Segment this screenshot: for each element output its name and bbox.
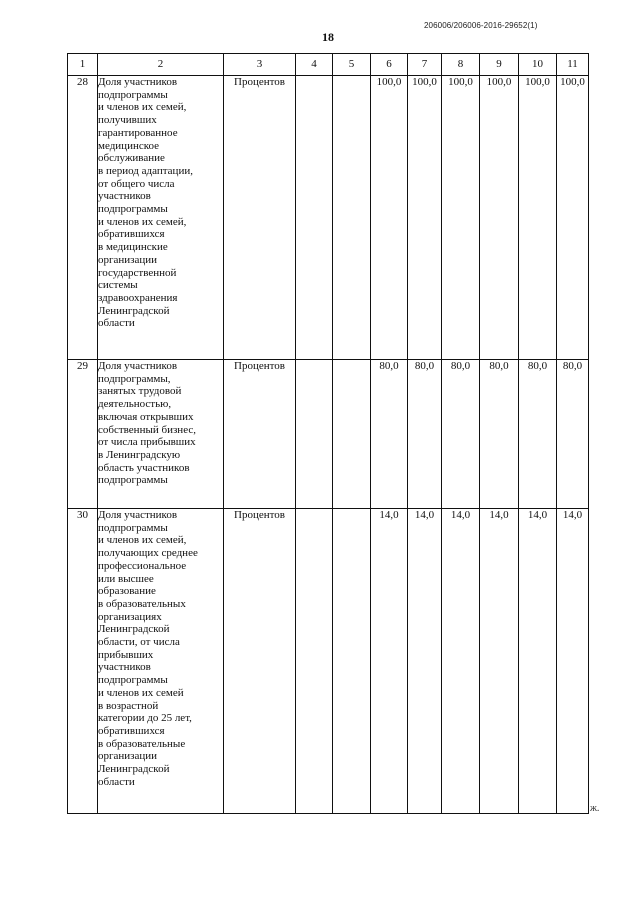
header-col-11: 11: [557, 54, 589, 76]
indicator-name-line: организациях: [98, 610, 162, 623]
indicator-name-line: подпрограммы,: [98, 372, 171, 385]
indicator-name-line: медицинское: [98, 139, 160, 152]
value-cell-col-5: [333, 360, 371, 509]
indicator-name-line: подпрограммы: [98, 521, 168, 534]
indicator-name-line: или высшее: [98, 572, 154, 585]
indicator-name-line: участников: [98, 190, 151, 203]
indicator-name-line: в период адаптации,: [98, 164, 193, 177]
document-id: 206006/206006-2016-29652(1): [424, 21, 538, 30]
indicator-name-line: получивших: [98, 114, 157, 127]
indicator-name-line: и членов их семей: [98, 686, 184, 699]
indicator-name: [98, 360, 224, 509]
value-cell-col-5: [333, 76, 371, 360]
indicator-name-line: образование: [98, 585, 156, 598]
indicator-name-line: в возрастной: [98, 699, 159, 712]
indicator-name-line: включая открывших: [98, 410, 194, 423]
header-col-2: 2: [98, 54, 224, 76]
indicator-name-line: области, от числа: [98, 636, 180, 649]
indicator-name-line: подпрограммы: [98, 203, 168, 216]
value-cell-col-10: 14,0: [519, 509, 557, 814]
header-col-6: 6: [371, 54, 408, 76]
indicator-name-line: в Ленинградскую: [98, 448, 181, 461]
value-cell-col-7: 14,0: [408, 509, 442, 814]
indicator-name-line: Ленинградской: [98, 623, 170, 636]
header-col-9: 9: [480, 54, 519, 76]
indicator-name-line: деятельностью,: [98, 398, 172, 411]
table-row: [68, 76, 589, 360]
row-number: 28: [68, 76, 98, 360]
header-col-1: 1: [68, 54, 98, 76]
header-col-7: 7: [408, 54, 442, 76]
value-cell-col-4: [296, 360, 333, 509]
header-col-8: 8: [442, 54, 480, 76]
value-cell-col-4: [296, 509, 333, 814]
indicator-name-line: участников: [98, 661, 151, 674]
header-col-3: 3: [224, 54, 296, 76]
table-row: [68, 360, 589, 509]
unit-of-measure: Процентов: [224, 360, 296, 509]
value-cell-col-6: 80,0: [371, 360, 408, 509]
indicator-name-line: организации: [98, 253, 158, 266]
indicator-name-line: здравоохранения: [98, 291, 178, 304]
row-number: 29: [68, 360, 98, 509]
indicator-name-line: собственный бизнес,: [98, 423, 196, 436]
value-cell-col-11: 100,0: [557, 76, 589, 360]
value-cell-col-5: [333, 509, 371, 814]
indicator-name-line: область участников: [98, 461, 190, 474]
table-row: [68, 509, 589, 814]
page-number: 18: [322, 30, 334, 44]
indicators-table: [67, 53, 589, 814]
value-cell-col-10: 80,0: [519, 360, 557, 509]
indicator-name-line: гарантированное: [98, 126, 178, 139]
value-cell-col-4: [296, 76, 333, 360]
indicator-name-line: в образовательные: [98, 737, 186, 750]
indicator-name-line: подпрограммы: [98, 88, 168, 101]
indicator-name-line: организации: [98, 750, 158, 763]
value-cell-col-9: 100,0: [480, 76, 519, 360]
value-cell-col-11: 14,0: [557, 509, 589, 814]
indicator-name-line: категории до 25 лет,: [98, 712, 192, 725]
indicator-name-line: обслуживание: [98, 152, 165, 165]
indicator-name-line: профессиональное: [98, 559, 187, 572]
value-cell-col-6: 100,0: [371, 76, 408, 360]
header-row: [68, 54, 589, 76]
indicator-name-line: в медицинские: [98, 241, 168, 254]
indicator-name-line: системы: [98, 279, 138, 292]
indicator-name-line: области: [98, 775, 135, 788]
indicator-name-line: занятых трудовой: [98, 385, 182, 398]
indicator-name-line: подпрограммы: [98, 474, 168, 487]
indicator-name-line: прибывших: [98, 648, 154, 661]
value-cell-col-8: 100,0: [442, 76, 480, 360]
indicator-name-line: и членов их семей,: [98, 101, 187, 114]
indicator-name-line: обратившихся: [98, 228, 165, 241]
indicator-name-line: подпрограммы: [98, 674, 168, 687]
indicator-name-line: Ленинградской: [98, 763, 170, 776]
header-col-10: 10: [519, 54, 557, 76]
indicator-name-line: Доля участников: [98, 360, 178, 372]
value-cell-col-8: 14,0: [442, 509, 480, 814]
indicator-name: [98, 509, 224, 814]
indicator-name: [98, 76, 224, 360]
margin-mark: ж.: [590, 803, 600, 814]
value-cell-col-10: 100,0: [519, 76, 557, 360]
indicator-name-line: государственной: [98, 266, 177, 279]
header-col-4: 4: [296, 54, 333, 76]
indicator-name-line: в образовательных: [98, 597, 186, 610]
value-cell-col-6: 14,0: [371, 509, 408, 814]
indicator-name-line: Доля участников: [98, 76, 178, 88]
header-col-5: 5: [333, 54, 371, 76]
value-cell-col-7: 100,0: [408, 76, 442, 360]
row-number: 30: [68, 509, 98, 814]
indicator-name-line: Ленинградской: [98, 304, 170, 317]
value-cell-col-11: 80,0: [557, 360, 589, 509]
indicator-name-line: обратившихся: [98, 724, 165, 737]
indicator-name-line: от общего числа: [98, 177, 175, 190]
unit-of-measure: Процентов: [224, 76, 296, 360]
value-cell-col-9: 14,0: [480, 509, 519, 814]
indicator-name-line: области: [98, 317, 135, 330]
indicator-name-line: от числа прибывших: [98, 436, 196, 449]
value-cell-col-7: 80,0: [408, 360, 442, 509]
indicator-name-line: получающих среднее: [98, 547, 198, 560]
value-cell-col-9: 80,0: [480, 360, 519, 509]
indicator-name-line: и членов их семей,: [98, 534, 187, 547]
indicator-name-line: и членов их семей,: [98, 215, 187, 228]
unit-of-measure: Процентов: [224, 509, 296, 814]
value-cell-col-8: 80,0: [442, 360, 480, 509]
indicator-name-line: Доля участников: [98, 509, 178, 521]
